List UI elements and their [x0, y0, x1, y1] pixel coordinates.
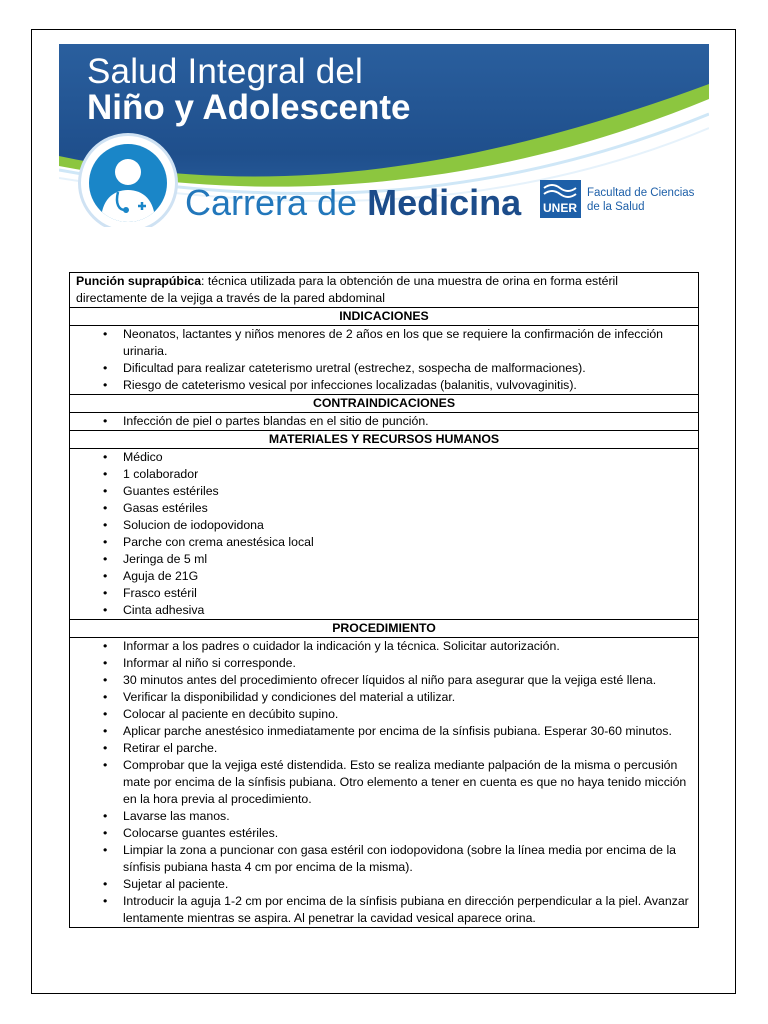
section-body-materiales [70, 449, 699, 620]
uner-logo-text: UNER [543, 201, 578, 215]
section-heading-procedimiento: PROCEDIMIENTO [70, 620, 699, 638]
career-title [185, 182, 521, 224]
section-list [76, 413, 692, 430]
section-body-contraindicaciones [70, 413, 699, 431]
list-item: • Gasas estériles [123, 500, 692, 517]
section-body-indicaciones [70, 326, 699, 395]
list-item: • Médico [123, 449, 692, 466]
procedure-description: : técnica utilizada para la obtención de una muestra de orina en forma estéril directamente de la vejiga a través de la pared abdominal [76, 274, 619, 305]
faculty-name [587, 186, 694, 214]
list-item: • Aguja de 21G [123, 568, 692, 585]
list-item: • Parche con crema anestésica local [123, 534, 692, 551]
banner-title-line2: Niño y Adolescente [87, 88, 411, 127]
header-banner [59, 44, 709, 227]
section-list [76, 326, 692, 394]
list-item: • Retirar el parche. [123, 740, 692, 757]
list-item: • Dificultad para realizar cateterismo uretral (estrechez, sospecha de malformaciones). [123, 360, 692, 377]
list-item: • Jeringa de 5 ml [123, 551, 692, 568]
list-item: • Riesgo de cateterismo vesical por infecciones localizadas (balanitis, vulvovaginitis). [123, 377, 692, 394]
career-name: Medicina [367, 182, 522, 223]
list-item: • 1 colaborador [123, 466, 692, 483]
faculty-line1: Facultad de Ciencias [587, 187, 695, 199]
section-body-procedimiento [70, 638, 699, 928]
list-item: • Neonatos, lactantes y niños menores de 2 años en los que se requiere la confirmación de infección urinaria. [123, 326, 692, 360]
list-item: • Sujetar al paciente. [123, 876, 692, 893]
list-item: • Comprobar que la vejiga esté distendida. Esto se realiza mediante palpación de la misma o percusión mate por encima de la sínfisis pubiana. Otro elemento a tener en cuenta es que no haya tenido micción en la hora previa al procedimiento. [123, 757, 692, 808]
list-item: • Limpiar la zona a puncionar con gasa estéril con iodopovidona (sobre la línea media por encima de la sínfisis pubiana hasta 4 cm por encima de la misma). [123, 842, 692, 876]
banner-title-line1: Salud Integral del [87, 52, 364, 91]
list-item: • Solucion de iodopovidona [123, 517, 692, 534]
list-item: • Guantes estériles [123, 483, 692, 500]
protocol-intro [70, 273, 699, 308]
list-item: • Frasco estéril [123, 585, 692, 602]
procedure-name: Punción suprapúbica [76, 274, 202, 288]
uner-logo [540, 180, 581, 218]
list-item: • Colocar al paciente en decúbito supino. [123, 706, 692, 723]
section-heading-materiales: MATERIALES Y RECURSOS HUMANOS [70, 431, 699, 449]
section-list [76, 449, 692, 619]
protocol-table [69, 272, 699, 928]
list-item: • Aplicar parche anestésico inmediatamente por encima de la sínfisis pubiana. Esperar 30-60 minutos. [123, 723, 692, 740]
list-item: • Infección de piel o partes blandas en el sitio de punción. [123, 413, 692, 430]
list-item: • Colocarse guantes estériles. [123, 825, 692, 842]
list-item: • Informar a los padres o cuidador la indicación y la técnica. Solicitar autorización. [123, 638, 692, 655]
list-item: • Lavarse las manos. [123, 808, 692, 825]
faculty-line2: de la Salud [587, 201, 645, 213]
list-item: • Introducir la aguja 1-2 cm por encima de la sínfisis pubiana en dirección perpendicular a la piel. Avanzar lentamente mientras se aspira. Al penetrar la cavidad vesical aparece orina. [123, 893, 692, 927]
section-heading-contraindicaciones: CONTRAINDICACIONES [70, 395, 699, 413]
section-heading-indicaciones: INDICACIONES [70, 308, 699, 326]
doctor-avatar-icon [81, 136, 175, 227]
section-list [76, 638, 692, 927]
career-prefix: Carrera de [185, 182, 358, 223]
list-item: • Informar al niño si corresponde. [123, 655, 692, 672]
list-item: • 30 minutos antes del procedimiento ofrecer líquidos al niño para asegurar que la vejiga esté llena. [123, 672, 692, 689]
list-item: • Cinta adhesiva [123, 602, 692, 619]
list-item: • Verificar la disponibilidad y condiciones del material a utilizar. [123, 689, 692, 706]
